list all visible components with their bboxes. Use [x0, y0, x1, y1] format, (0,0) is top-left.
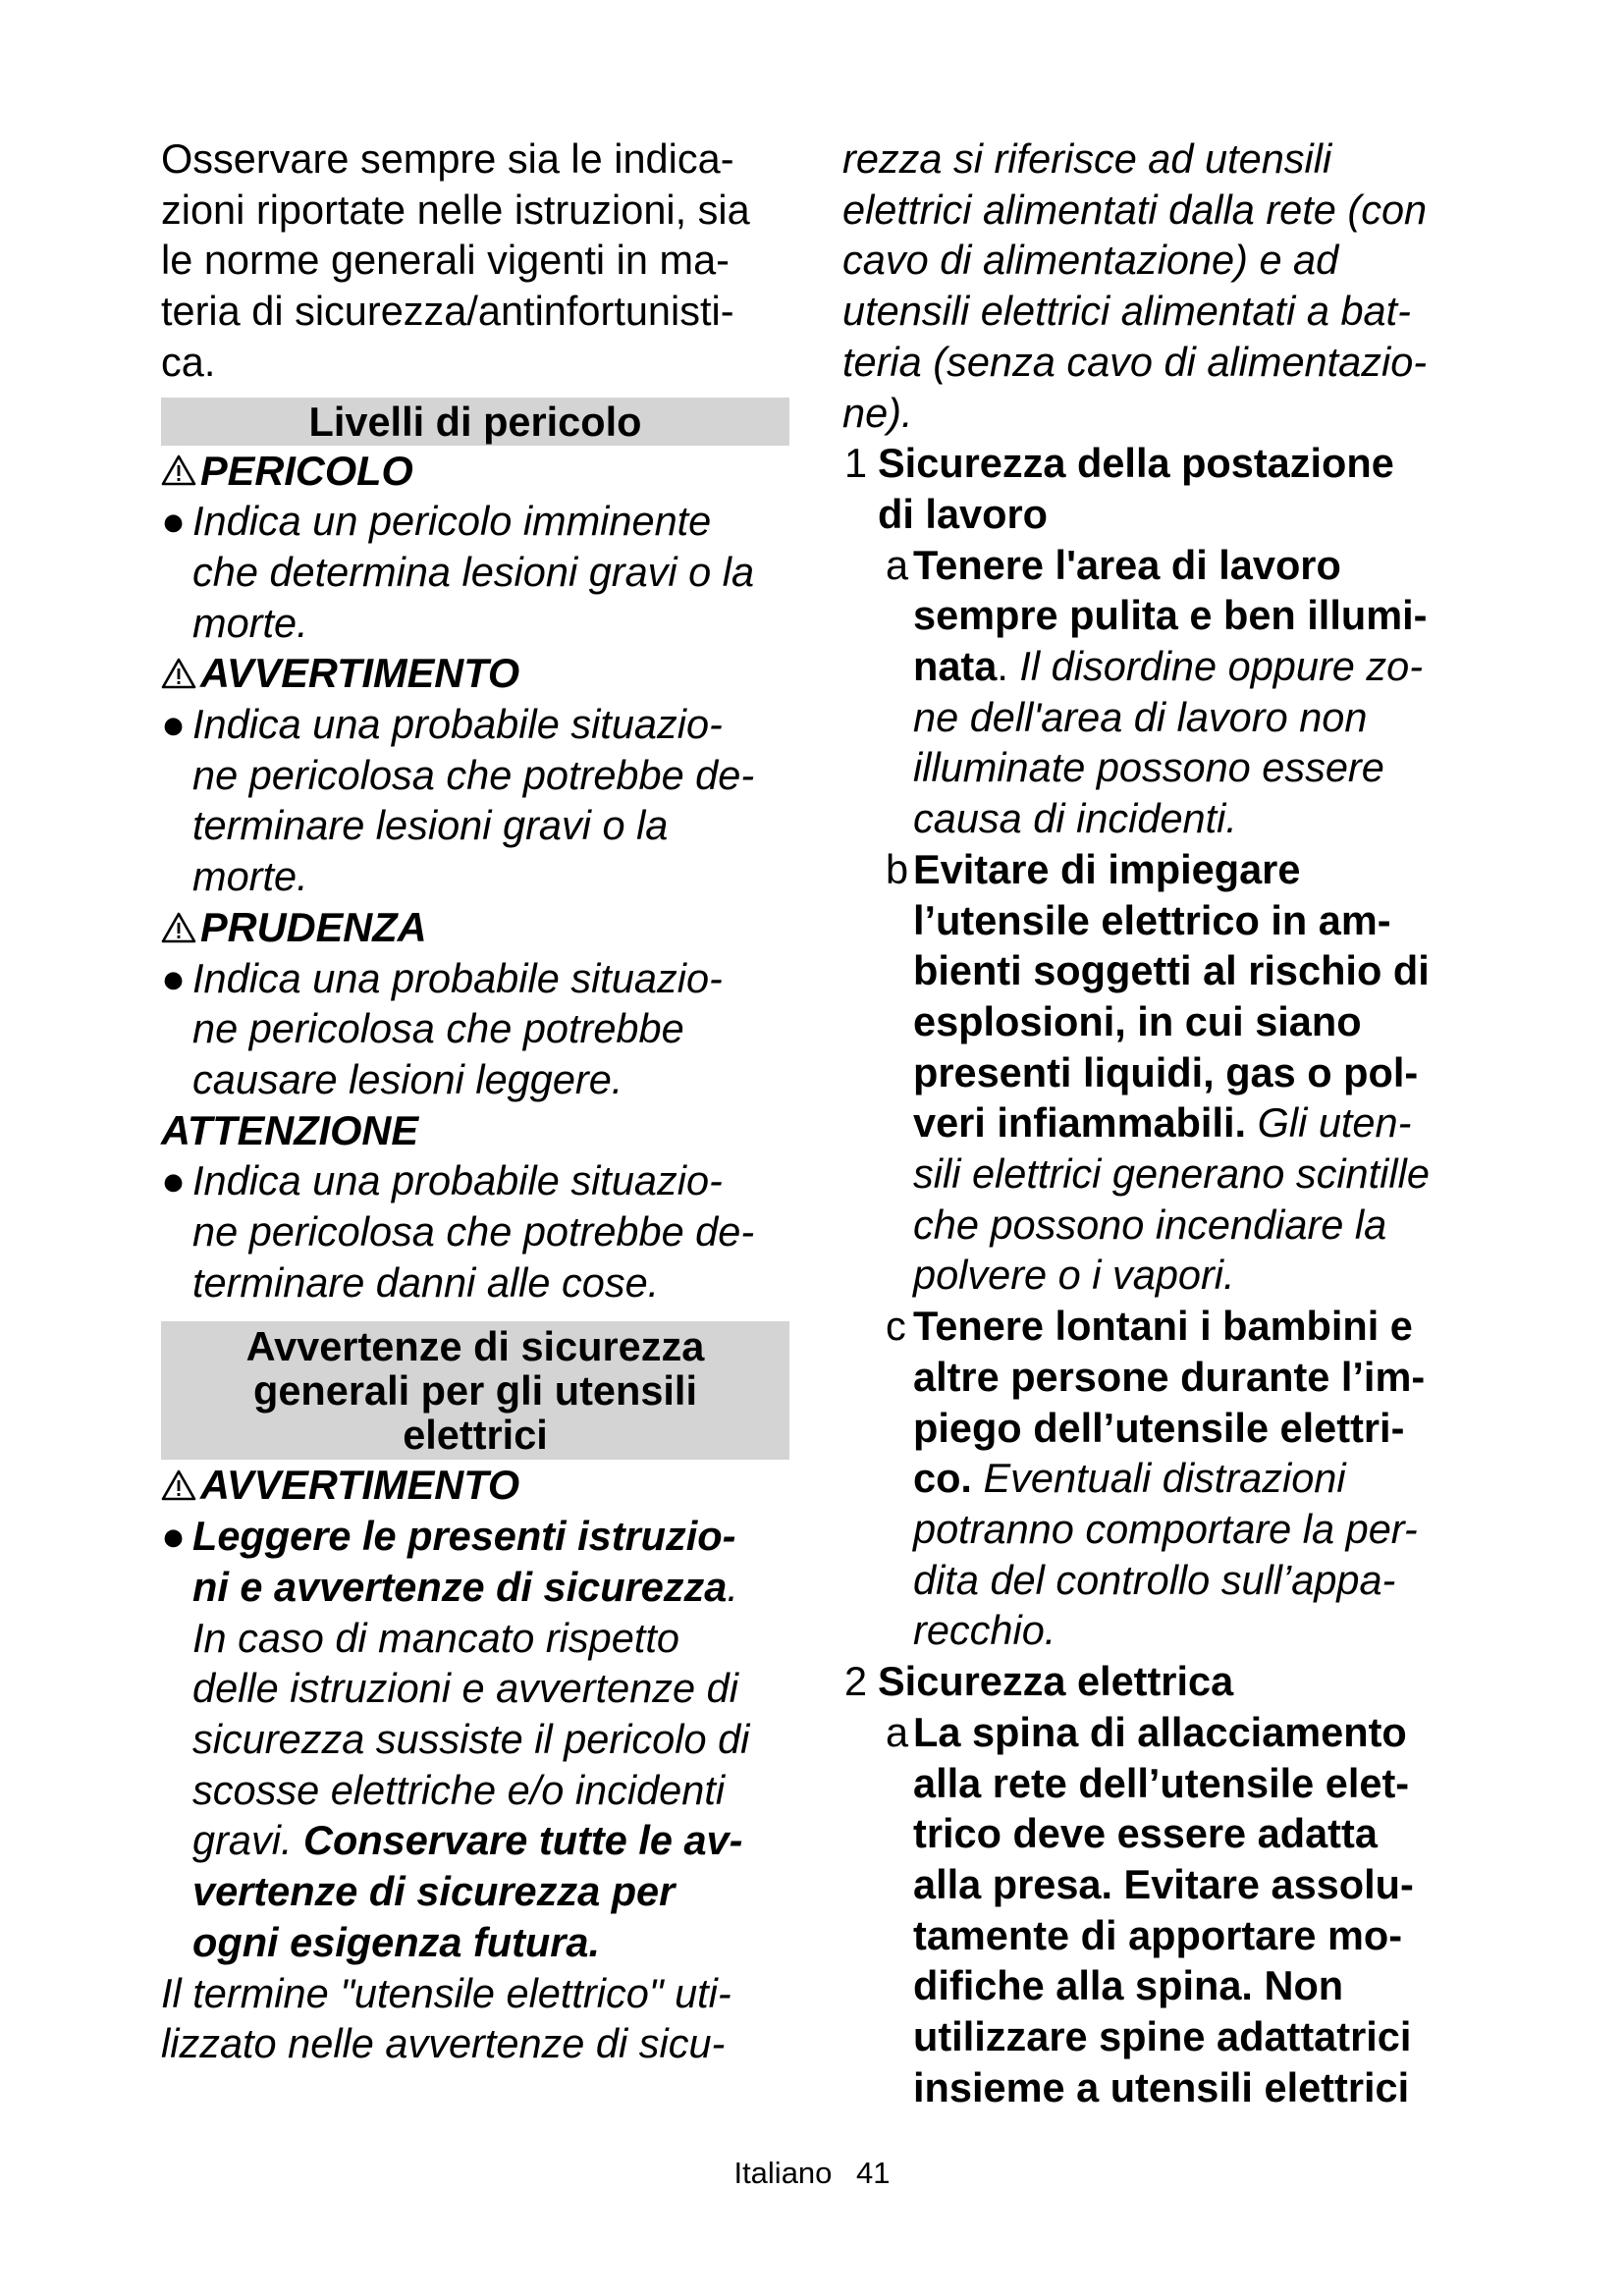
section-2-heading: 2 Sicurezza elettrica [844, 1658, 1234, 1705]
bullet-icon: ● [161, 701, 187, 748]
item-1c: c Tenere lontani i bambini e altre persone durante l’im- piego dell’utensile elettri- co. Eventuali distrazioni potranno comportare la per- dita del controllo sull’appa- recchio. [886, 1303, 1426, 1654]
bullet-item-read-instructions: ● Leggere le presenti istruzio- ni e avvertenze di sicurezza. In caso di mancato rispetto delle istruzioni e avvertenze di sicurezza sussiste il pericolo di scosse elettriche e/o incidenti gravi. Conservare tutte le av- vertenze di sicurezza per ogni esigenza futura. [161, 1513, 750, 1965]
bullet-item: ● Indica un pericolo imminente che determina lesioni gravi o la morte. [161, 498, 755, 646]
item-1a: a Tenere l'area di lavoro sempre pulita e ben illumi- nata. Il disordine oppure zo- ne dell'area di lavoro non illuminate possono essere causa di incidenti. [886, 541, 1428, 842]
bullet-icon: ● [161, 1513, 187, 1560]
bullet-icon: ● [161, 498, 187, 545]
signal-word-avvertimento: AVVERTIMENTO [161, 648, 789, 699]
section-1-heading: 1 Sicurezza della postazione di lavoro [844, 440, 1394, 537]
bullet-item: ● Indica una probabile situazio- ne pericolosa che potrebbe causare lesioni leggere. [161, 954, 723, 1102]
right-column [842, 133, 1481, 2112]
warning-triangle-icon [161, 454, 196, 487]
signal-word-prudenza: PRUDENZA [161, 902, 789, 953]
signal-word-pericolo: PERICOLO [161, 446, 789, 497]
bullet-item: ● Indica una probabile situazio- ne pericolosa che potrebbe de- terminare lesioni gravi o la morte. [161, 701, 755, 900]
bullet-icon: ● [161, 954, 187, 1001]
item-1b: b Evitare di impiegare l’utensile elettrico in am- bienti soggetti al rischio di esplosioni, in cui siano presenti liquidi, gas o pol- veri infiammabili. Gli uten- sili elettrici generano scintille che possono incendiare la polvere o i vapori. [886, 845, 1430, 1299]
footer-language: Italiano [733, 2156, 833, 2190]
page-number: 41 [856, 2156, 891, 2190]
signal-word-attenzione: ATTENZIONE [161, 1106, 419, 1153]
warning-triangle-icon [161, 657, 196, 690]
bullet-icon: ● [161, 1157, 187, 1204]
term-definition-paragraph: Il termine "utensile elettrico" uti- lizzato nelle avvertenze di sicu- [161, 1969, 731, 2067]
section-header-hazard-levels: Livelli di pericolo [161, 398, 789, 446]
warning-triangle-icon [161, 911, 196, 944]
intro-line: zioni riportate nelle istruzioni, sia [161, 186, 750, 233]
intro-line: teria di sicurezza/antinfortunisti- [161, 288, 734, 335]
page-footer [0, 2154, 1624, 2193]
warning-triangle-icon [161, 1468, 196, 1502]
intro-paragraph [161, 133, 789, 388]
intro-line: ca. [161, 338, 216, 385]
section-header-general-safety-warnings: Avvertenze di sicurezza generali per gli utensili elettrici [161, 1321, 789, 1460]
bullet-item: ● Indica una probabile situazio- ne pericolosa che potrebbe de- terminare danni alle cose. [161, 1157, 755, 1306]
intro-line: Osservare sempre sia le indica- [161, 135, 734, 182]
term-definition-continued: rezza si riferisce ad utensili elettrici alimentati dalla rete (con cavo di alimentazione) e ad utensili elettrici alimentati a bat- teria (senza cavo di alimentazio- ne). [842, 135, 1428, 436]
intro-line: le norme generali vigenti in ma- [161, 237, 730, 284]
signal-word-avvertimento-general: AVVERTIMENTO [161, 1460, 789, 1511]
item-2a: a La spina di allacciamento alla rete dell’utensile elet- trico deve essere adatta alla presa. Evitare assolu- tamente di apportare mo- difiche alla spina. Non utilizzare spine adattatrici insieme a utensili elettrici [886, 1708, 1414, 2110]
left-column [161, 133, 789, 2069]
